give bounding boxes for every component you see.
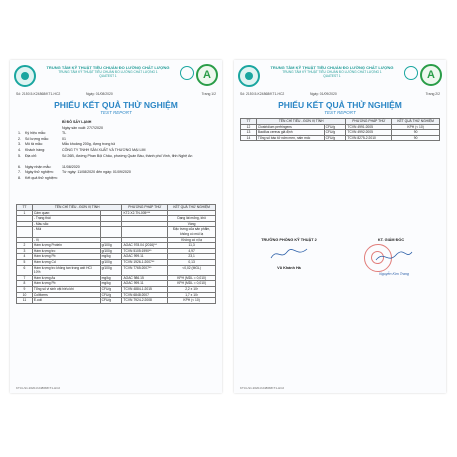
cell-name: Hàm lượng As [32,275,100,281]
cell-result: 0,13 [168,259,216,265]
certification-seal-icon [404,66,418,80]
results-body [17,210,216,303]
cell-unit: mg/kg [100,281,122,287]
info-value: TL [62,131,67,136]
info-label: Số lượng mẫu: [25,136,49,141]
cell-tt: 2 [17,243,33,249]
cell-name: Tổng số vi sinh vật hiếu khí [32,286,100,292]
table-row [241,135,440,141]
col-header-name: TÊN CHỈ TIÊU - ĐƠN VỊ TÍNH [32,205,122,211]
cell-method: TCVN 5105:1990** [122,248,168,254]
col-header-method: PHƯƠNG PHÁP THỬ [122,205,168,211]
cell-method: KT2.X2.TN-005*** [122,210,168,216]
cell-tt: 3 [17,248,33,254]
cell-unit: CFU/g [100,286,122,292]
cell-result: Dạng lát mỏng, khô [168,216,216,222]
org-line-1: TRUNG TÂM KỸ THUẬT TIÊU CHUẨN ĐO LƯỜNG CHẤT LƯỢNG [46,65,170,70]
report-date: Ngày: 01/09/2020 [310,92,337,96]
cell-unit: CFU/g [324,130,346,136]
cell-result: Đặc trưng của sản phẩm, không có mùi lạ [168,227,216,237]
cell-tt: 11 [17,298,33,304]
results-body [241,124,440,141]
cell-result: 90 [392,130,440,136]
production-date: Ngày sản xuất: 27/7/2020 [62,125,103,130]
cell-method [122,227,168,237]
cell-method: AOAC 999.11 [122,281,168,287]
col-header-tt: TT [17,205,33,211]
info-label: Kết quả thử nghiệm: [25,175,58,180]
cell-name: - Mùi [32,227,100,237]
cell-method: TCVN 4991:2005 [346,124,392,130]
cell-unit [100,227,122,237]
customer-address: Số 26B, đường Phan Bội Châu, phường Quán Bàu, thành phố Vinh, tỉnh Nghệ An [62,153,193,158]
cell-name: Hàm lượng Pb [32,254,100,260]
page-number: Trang 1/2 [201,92,216,96]
col-header-tt: TT [241,119,257,125]
report-reference [16,92,216,97]
info-row [18,154,214,165]
cell-method: TCVN 6848:2007 [122,292,168,298]
table-row [17,265,216,275]
report-reference [240,92,440,97]
info-label: Mô tả mẫu: [25,142,43,147]
report-number: Số: 2150.5-K24868/KT1-HC2 [240,92,285,96]
cell-name: Hàm lượng Protein [32,243,100,249]
cell-method: AOAC 986.15 [122,275,168,281]
report-header [14,64,218,92]
cell-unit: g/100g [100,259,122,265]
info-label: Địa chỉ: [25,153,37,158]
quatest-logo-icon [14,65,36,87]
cell-name: Coliforms [32,292,100,298]
cell-name: - Trạng thái [32,216,100,222]
cell-unit: g/100g [100,265,122,275]
info-no: 2. [18,136,21,141]
cell-name: - Màu sắc [32,221,100,227]
cell-unit: CFU/g [100,298,122,304]
cell-unit: CFU/g [100,292,122,298]
cell-tt: 10 [17,292,33,298]
certification-seal-icon [180,66,194,80]
cell-result: <0,02 (MGL) [168,265,216,275]
org-line-3: QUATEST 1 [99,74,117,78]
org-line-3: QUATEST 1 [323,74,341,78]
info-no: 7. [18,170,21,175]
cell-unit: CFU/g [324,135,346,141]
cell-tt: 8 [17,281,33,287]
org-line-2: TRUNG TÂM KỸ THUẬT TIÊU CHUẨN ĐO LƯỜNG CHẤT LƯỢNG 1 [282,70,382,74]
signatory-right-name: Nguyễn Kim Trang [379,272,409,276]
table-row [17,298,216,304]
cell-name: - Vị [32,237,100,243]
cell-unit: mg/kg [100,254,122,260]
report-date: Ngày: 01/08/2020 [86,92,113,96]
product-name: BÌ ĐỎ SẤY LẠNH [62,120,92,124]
info-no: 1. [18,131,21,136]
info-label: Khách hàng: [25,147,46,152]
report-page-1 [10,60,222,393]
info-value: 01 [62,136,66,141]
cell-result: KPH (MDL = 0,010) [168,281,216,287]
info-label: Ngày nhận mẫu: [25,164,52,169]
info-no: 5. [18,153,21,158]
cell-method: TCVN 4884-1:2015 [122,286,168,292]
cell-tt: 12 [241,124,257,130]
report-footer: KT3-LS1.2020-K24868/KT1-HC2 [16,386,61,390]
col-header-name: TÊN CHỈ TIÊU - ĐƠN VỊ TÍNH [256,119,346,125]
cell-tt: 7 [17,275,33,281]
cell-tt: 5 [17,259,33,265]
cell-result: 4,97 [168,248,216,254]
cell-result: Vàng [168,221,216,227]
cell-tt: 4 [17,254,33,260]
customer-name: CÔNG TY TNHH SẢN XUẤT VÀ THƯƠNG MẠI LIM [62,147,146,152]
cell-result: 1,7 x 10² [168,292,216,298]
accreditation-logo-icon: A [420,64,442,86]
info-no: 3. [18,142,21,147]
signatory-right-title: KT. GIÁM ĐỐC [377,238,405,242]
cell-result: Không có vị lạ [168,237,216,243]
info-row [18,176,214,182]
signatory-left-name: Vũ Khánh Hà [277,266,301,270]
cell-tt: 6 [17,265,33,275]
cell-method: TCVN 7765:2007** [122,265,168,275]
results-table [16,204,216,304]
col-header-result: KẾT QUẢ THỬ NGHIỆM [168,205,216,211]
cell-result: KPH (< 10) [168,298,216,304]
org-line-2: TRUNG TÂM KỸ THUẬT TIÊU CHUẨN ĐO LƯỜNG CHẤT LƯỢNG 1 [58,70,158,74]
cell-method: TCVN 1926-1:2007** [122,259,168,265]
signature-right-icon [374,250,414,264]
cell-result: 90 [392,135,440,141]
cell-name: Hàm lượng Pb [32,281,100,287]
cell-tt [17,227,33,237]
cell-method: TCVN 8275-2:2010 [346,135,392,141]
report-subtitle: TEST REPORT [324,110,356,115]
table-row [17,227,216,237]
signatory-left-title: TRƯỞNG PHÒNG KỸ THUẬT 2 [261,238,317,242]
info-value: 11/08/2020 [62,164,80,169]
cell-name: Clostridium perfringens [256,124,324,130]
cell-method: AOAC 978.04 (2016)** [122,243,168,249]
cell-name: Hàm lượng Cd [32,259,100,265]
accreditation-logo-icon: A [196,64,218,86]
cell-result: 23,1 [168,254,216,260]
sample-info [18,120,214,181]
report-footer: KT3-LS1.2020-K24868/KT1-HC2 [240,386,285,390]
results-table [240,118,440,141]
info-no: 4. [18,147,21,152]
col-header-result: KẾT QUẢ THỬ NGHIỆM [392,119,440,125]
cell-name: Bacillus cereus giả định [256,130,324,136]
quatest-logo-icon [238,65,260,87]
cell-tt: 14 [241,135,257,141]
cell-result: KPH (MDL = 0,010) [168,275,216,281]
cell-tt: 9 [17,286,33,292]
cell-name: Tổng số bào tử nấm men, nấm mốc [256,135,324,141]
cell-name: Hàm lượng tro [32,248,100,254]
report-subtitle: TEST REPORT [100,110,132,115]
report-page-2 [234,60,446,393]
cell-unit: g/100g [100,243,122,249]
org-line-1: TRUNG TÂM KỸ THUẬT TIÊU CHUẨN ĐO LƯỜNG CHẤT LƯỢNG [270,65,394,70]
info-value: Mẫu khoảng 200g, đựng trong túi [62,142,116,147]
cell-result: 2,2 x 10³ [168,286,216,292]
col-header-method: PHƯƠNG PHÁP THỬ [346,119,392,125]
info-label: Ký hiệu mẫu: [25,131,46,136]
cell-unit: mg/kg [100,275,122,281]
info-no: 8. [18,175,21,180]
cell-result: KPH (< 10) [392,124,440,130]
report-header [238,64,442,92]
report-title: PHIẾU KẾT QUẢ THỬ NGHIỆM [278,100,402,110]
cell-name: Hàm lượng tro không tan trong axit HCl 10% [32,265,100,275]
cell-method: TCVN 7924-2:2008 [122,298,168,304]
signature-left-icon [269,246,309,262]
cell-unit: CFU/g [324,124,346,130]
cell-tt: 1 [17,210,33,216]
organization-name [264,65,400,78]
info-no: 6. [18,164,21,169]
cell-name: Cảm quan: [32,210,100,216]
page-number: Trang 2/2 [425,92,440,96]
cell-result: 11,3 [168,243,216,249]
cell-tt: 13 [241,130,257,136]
info-value: Từ ngày: 11/08/2020 đến ngày: 01/09/2020 [62,170,131,175]
cell-method: TCVN 4992:2005 [346,130,392,136]
info-label: Ngày thử nghiệm: [25,170,54,175]
cell-name: E.coli [32,298,100,304]
report-number: Số: 2150.5-K24868/KT1-HC2 [16,92,61,96]
cell-method: AOAC 999.11 [122,254,168,260]
report-title: PHIẾU KẾT QUẢ THỬ NGHIỆM [54,100,178,110]
cell-unit: g/100g [100,248,122,254]
organization-name [40,65,176,78]
